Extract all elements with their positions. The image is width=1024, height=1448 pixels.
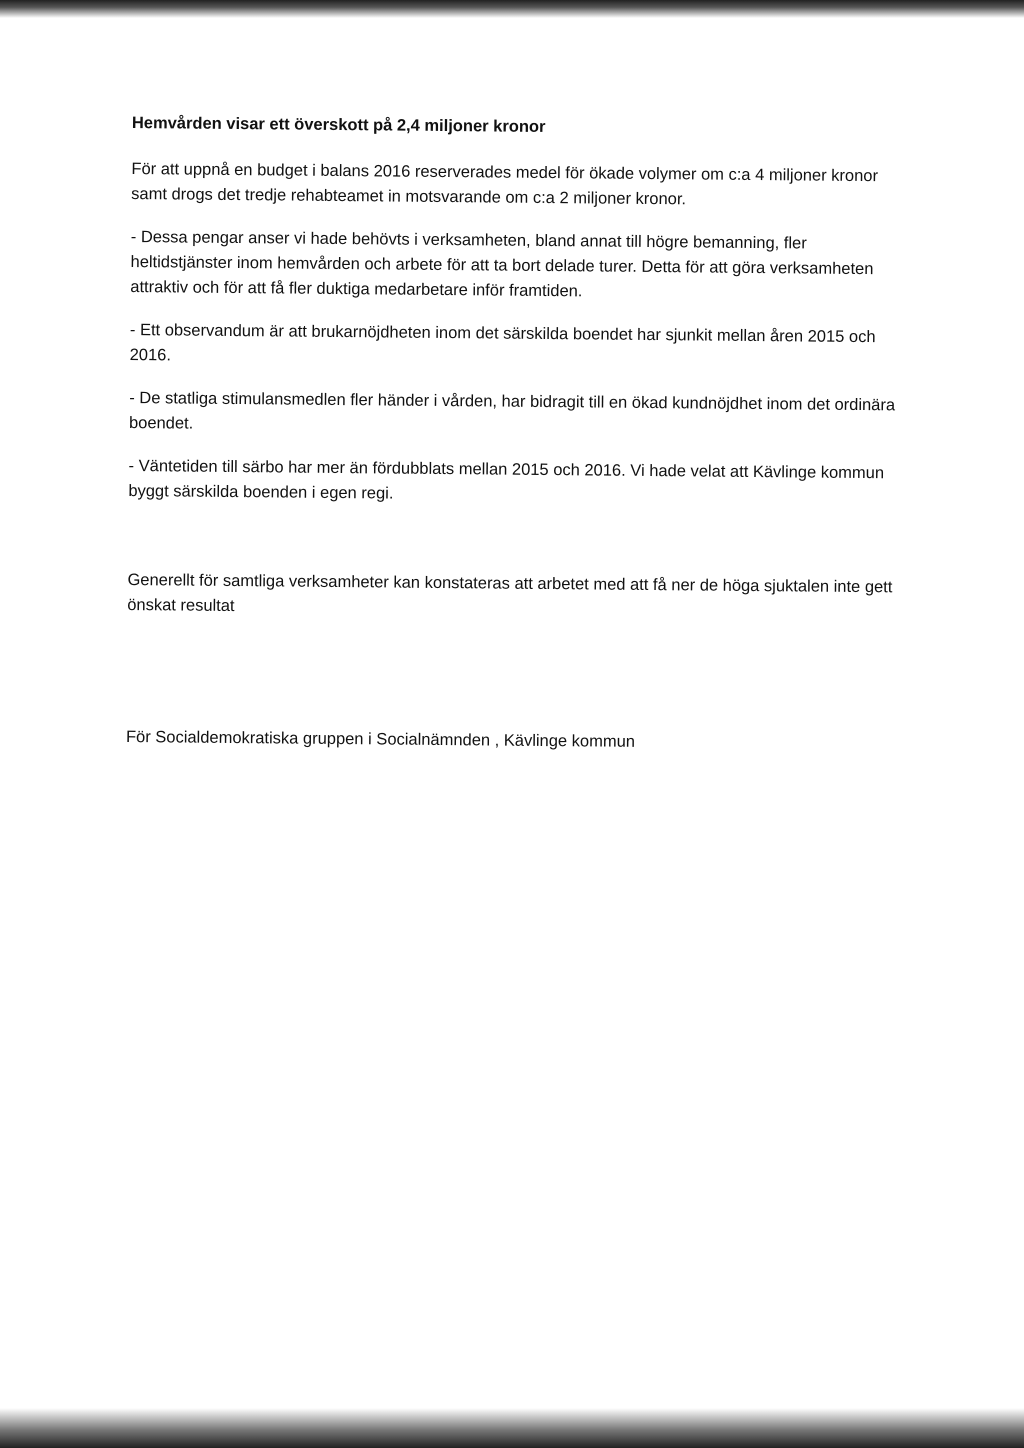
paragraph-budget: För att uppnå en budget i balans 2016 reserverades medel för ökade volymer om c:a 4 miljoner kronor samt drogs det tredje rehabteamet in motsvarande om c:a 2 miljoner kronor.	[131, 159, 879, 209]
scan-edge-bottom	[0, 1408, 1024, 1448]
paragraph-stimulus-funds: - De statliga stimulansmedlen fler händer i vården, har bidragit till en ökad kundnöjdhet inom det ordinära boendet.	[128, 388, 896, 433]
paragraph-staffing: - Dessa pengar anser vi hade behövts i verksamheten, bland annat till högre bemanning, fler heltidstjänster inom hemvården och arbete för att ta bort delade turer. Detta för att göra verksamheten attraktiv och för att få fler duktiga medarbetare inför framtiden.	[130, 227, 874, 301]
document-body	[126, 112, 902, 757]
paragraph-waiting-time: - Väntetiden till särbo har mer än fördubblats mellan 2015 och 2016. Vi hade velat att Kävlinge kommun byggt särskilda boenden i egen regi.	[128, 456, 885, 503]
paragraph-satisfaction-decline: - Ett observandum är att brukarnöjdheten inom det särskilda boendet har sjunkit mellan åren 2015 och 2016.	[129, 320, 876, 365]
paragraph-sick-leave: Generellt för samtliga verksamheter kan konstateras att arbetet med att få ner de höga sjuktalen inte gett önskat resultat	[127, 570, 893, 616]
signature-line: För Socialdemokratiska gruppen i Socialnämnden , Kävlinge kommun	[125, 727, 636, 751]
scan-edge-top	[0, 0, 1024, 18]
section-heading: Hemvården visar ett överskott på 2,4 miljoner kronor	[131, 113, 546, 136]
